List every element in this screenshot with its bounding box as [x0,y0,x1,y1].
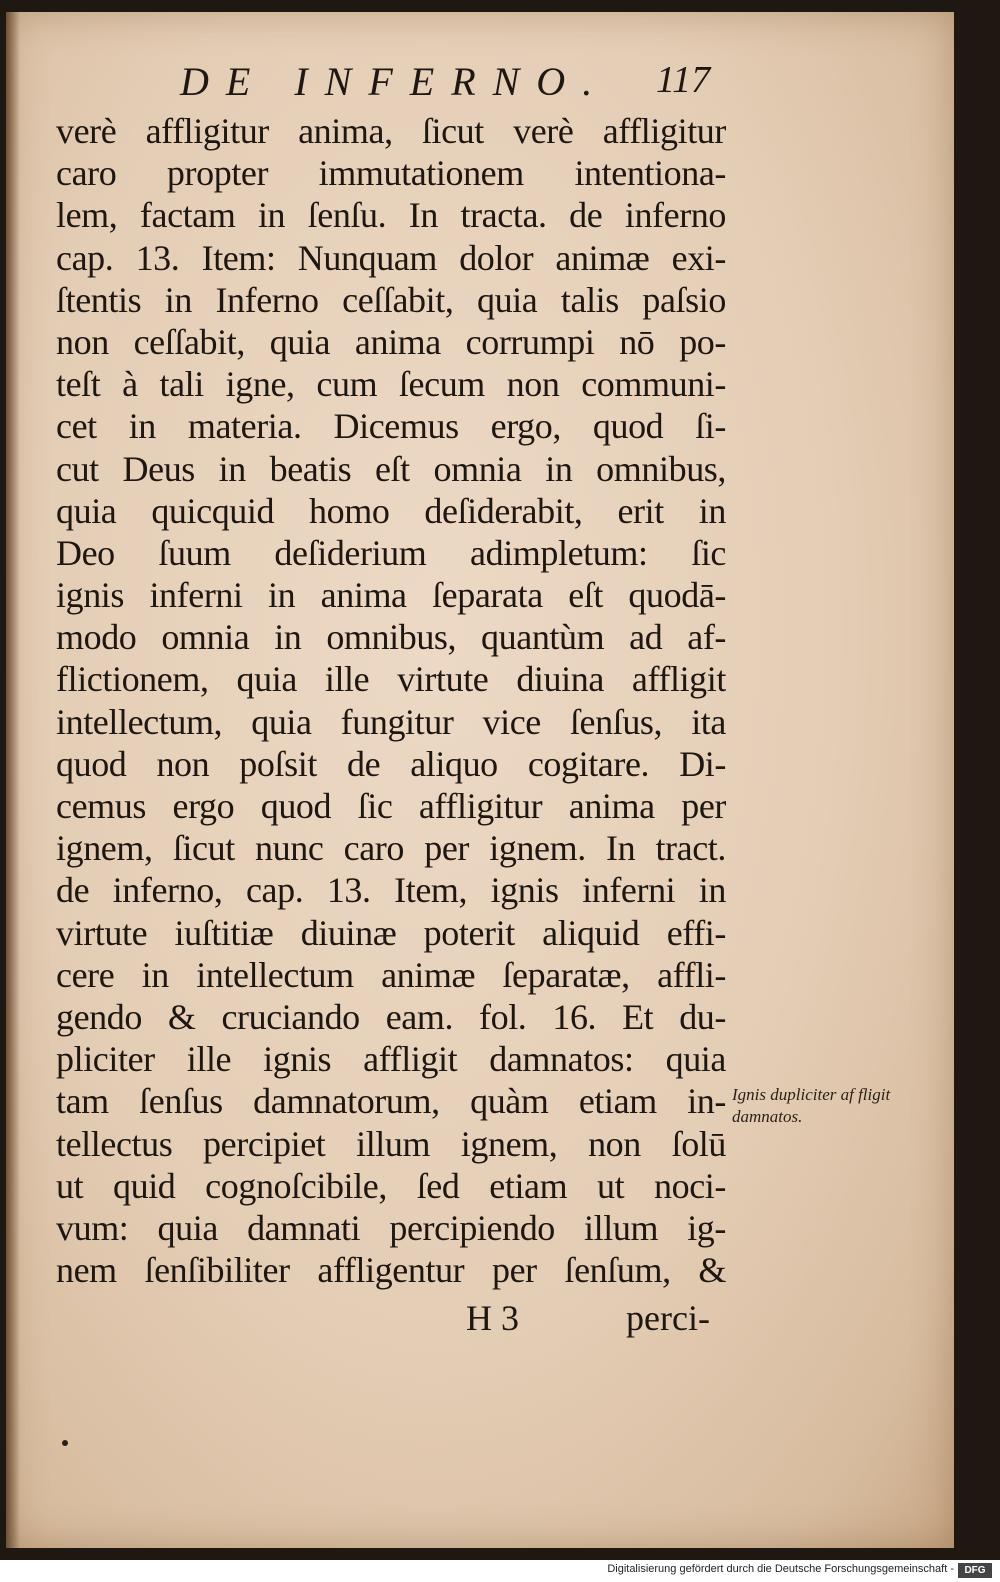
text-line: ut quid cognoſcibile, ſed etiam ut noci- [56,1165,726,1206]
footer-credit: Digitalisierung gefördert durch die Deutsche Forschungsgemeinschaft - [607,1563,954,1575]
text-line: modo omnia in omnibus, quantùm ad af- [56,617,726,658]
running-head [6,58,954,108]
marginal-note: Ignis dupliciter af fligit damnatos. [732,1085,891,1126]
text-line: vum: quia damnati percipiendo illum ig- [56,1207,726,1248]
text-line: lem, factam in ſenſu. In tracta. de inferno [56,195,726,236]
text-line: pliciter ille ignis affligit damnatos: quia [56,1039,726,1080]
text-line: teſt à tali igne, cum ſecum non communi- [56,364,726,405]
text-line: ignem, ſicut nunc caro per ignem. In tract. [56,828,726,869]
text-line: caro propter immutationem intentiona- [56,153,726,194]
text-line: quia quicquid homo deſiderabit, erit in [56,490,726,531]
page-number: 117 [656,59,711,101]
signature-mark: H 3 [466,1298,519,1338]
body-text [56,110,726,1291]
text-line: de inferno, cap. 13. Item, ignis inferni in [56,870,726,911]
text-line: flictionem, quia ille virtute diuina affligit [56,659,726,700]
text-line: nem ſenſibiliter affligentur per ſenſum, & [56,1250,726,1291]
footer-bar [0,1560,1000,1582]
text-line: Deo ſuum deſiderium adimpletum: ſic [56,532,726,573]
text-line: cere in intellectum animæ ſeparatæ, affli- [56,954,726,995]
text-line: cap. 13. Item: Nunquam dolor animæ exi- [56,237,726,278]
text-line: quod non poſsit de aliquo cogitare. Di- [56,743,726,784]
text-line: cemus ergo quod ſic affligitur anima per [56,786,726,826]
catch-line [6,1297,954,1343]
dfg-logo: DFG [958,1563,992,1578]
text-line: ignis inferni in anima ſeparata eſt quodā- [56,575,726,616]
text-line: ſtentis in Inferno ceſſabit, quia talis paſsio [56,279,726,320]
ink-spot [62,1440,68,1446]
text-line: tellectus percipiet illum ignem, non ſolū [56,1123,726,1164]
catchword: perci- [626,1298,710,1338]
text-line: gendo & cruciando eam. fol. 16. Et du- [56,996,726,1037]
text-line: cut Deus in beatis eſt omnia in omnibus, [56,448,726,489]
text-line: tam ſenſus damnatorum, quàm etiam in- [56,1081,726,1122]
text-line: verè affligitur anima, ſicut verè affligitur [56,111,726,151]
text-line: cet in materia. Dicemus ergo, quod ſi- [56,406,726,447]
text-line: intellectum, quia fungitur vice ſenſus, ita [56,701,726,742]
running-head-title: DE INFERNO. [180,59,610,104]
text-line: virtute iuſtitiæ diuinæ poterit aliquid effi- [56,912,726,953]
text-line: non ceſſabit, quia anima corrumpi nō po- [56,321,726,362]
book-page [6,12,954,1548]
